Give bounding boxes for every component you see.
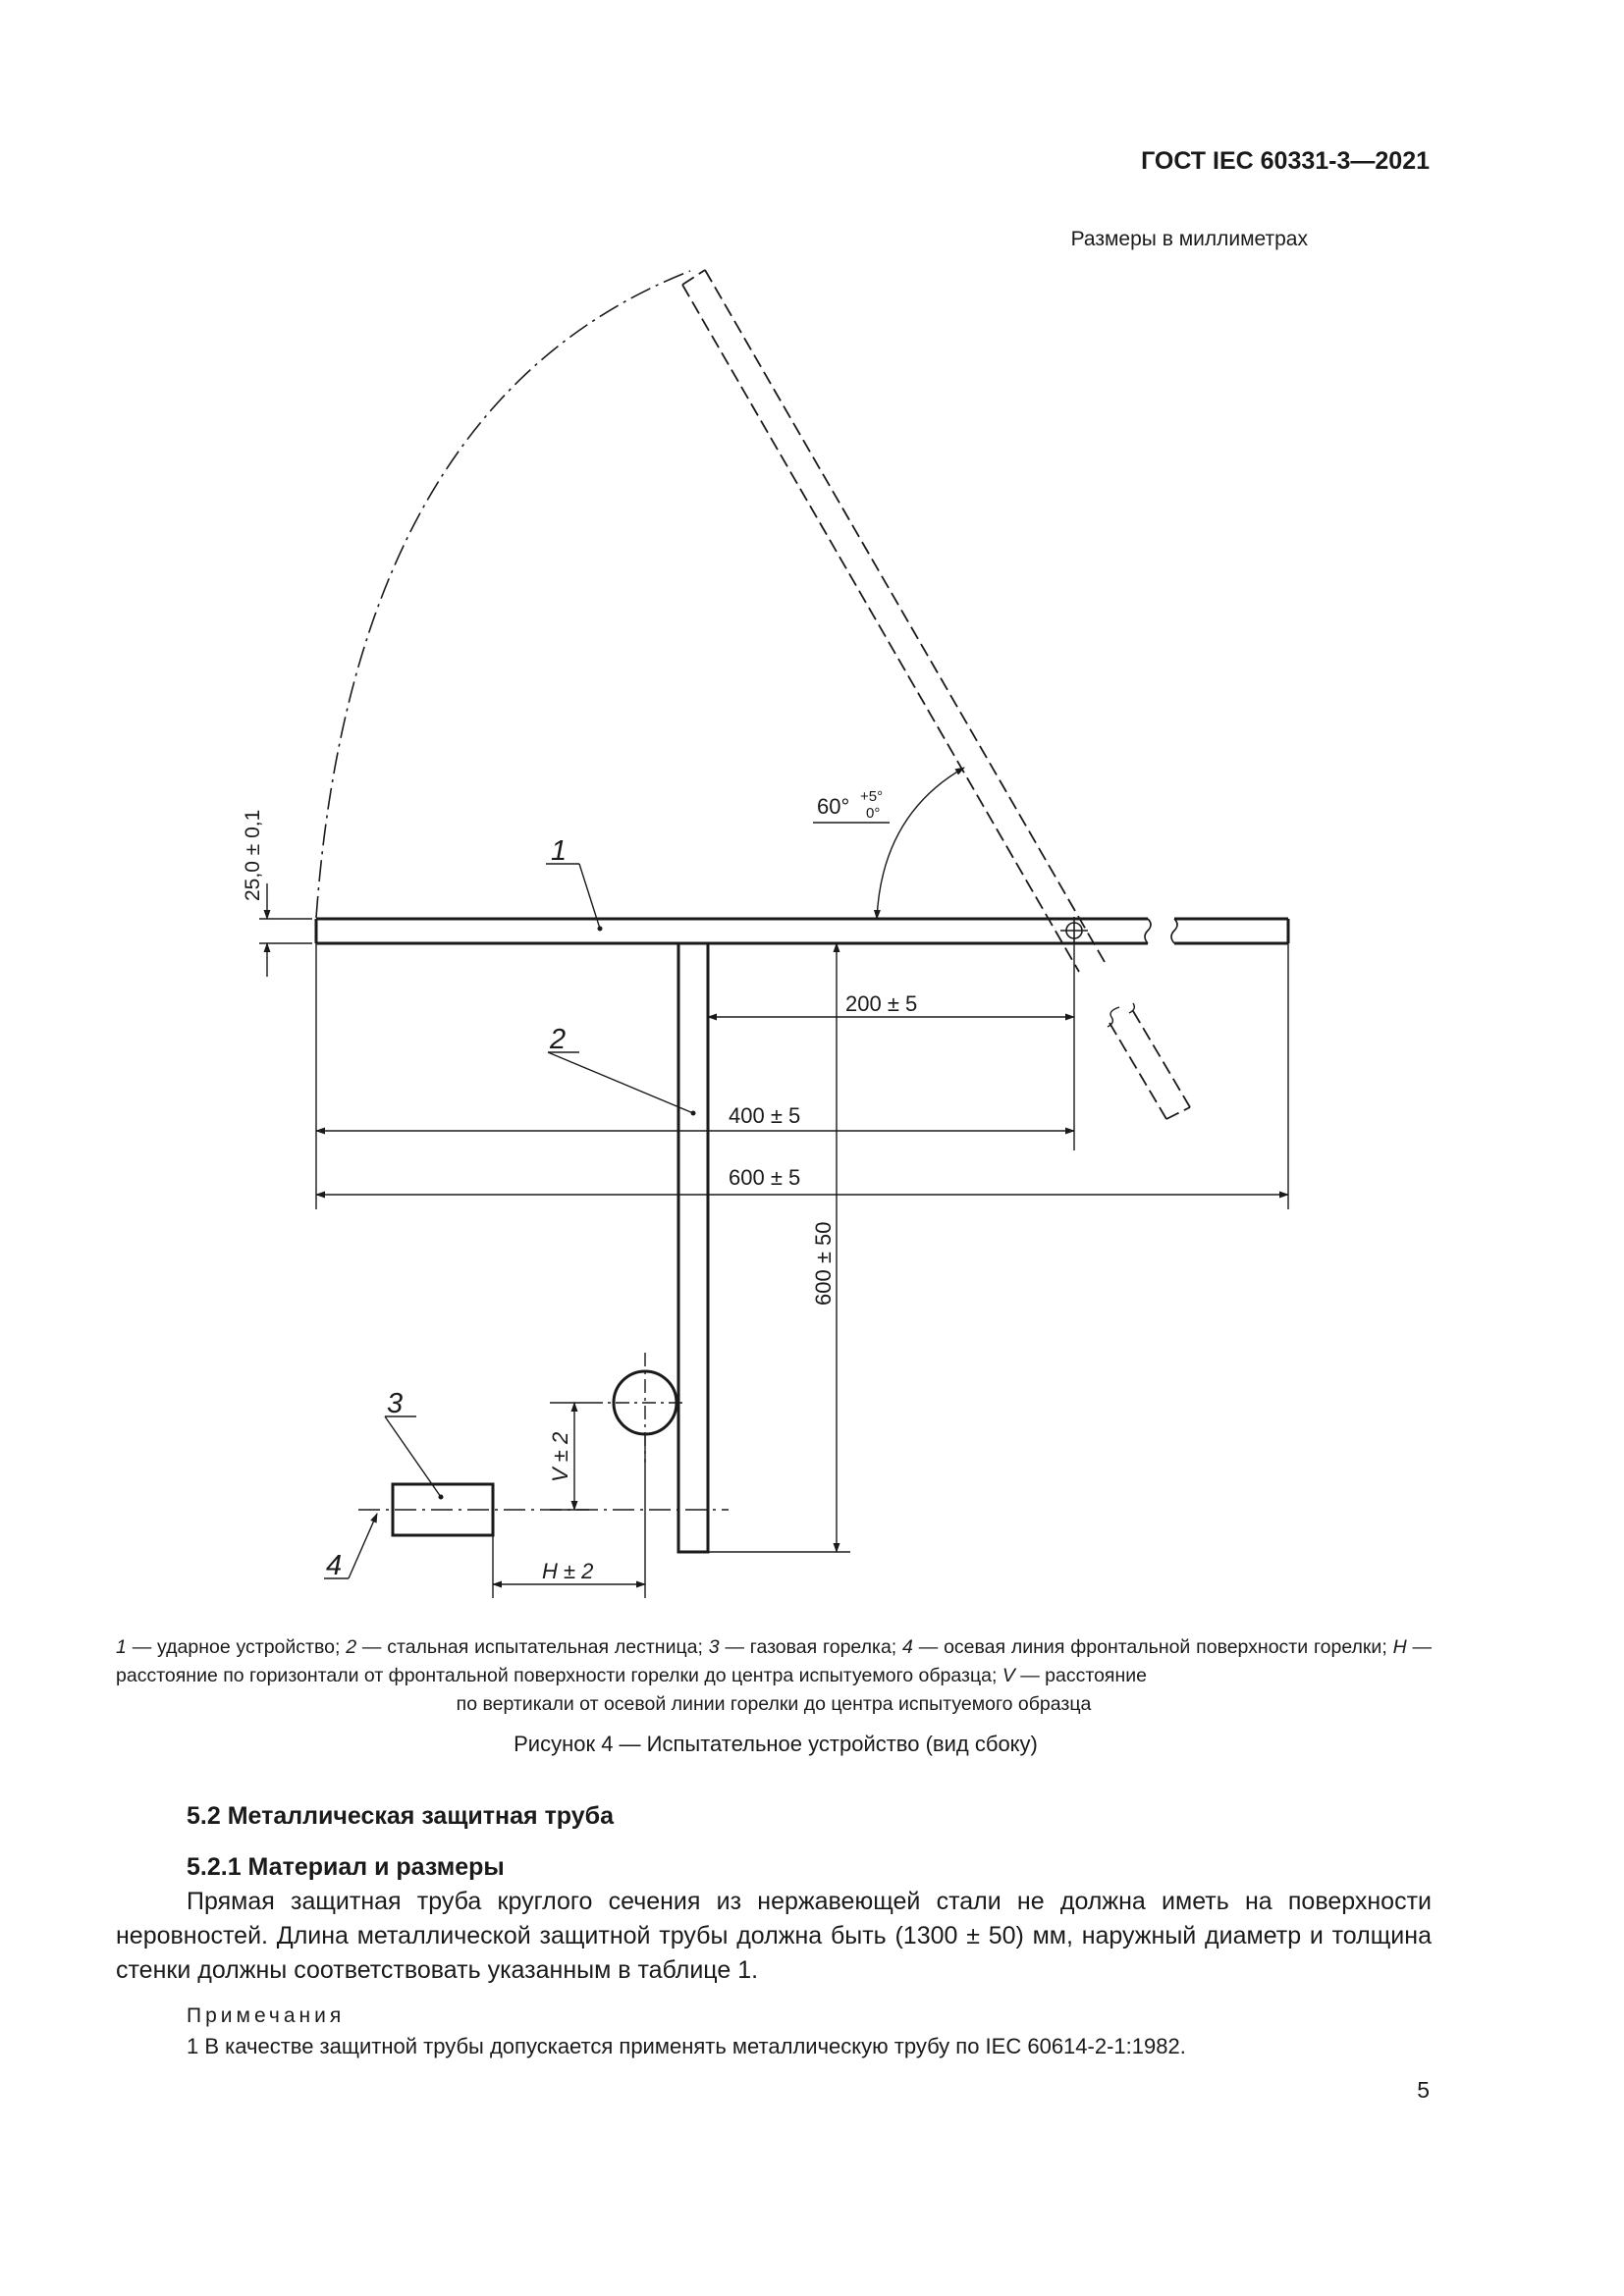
- dim-200-label: 200 ± 5: [845, 991, 918, 1016]
- legend-text-3: — газовая горелка;: [719, 1636, 903, 1658]
- legend-line-3: по вертикали от осевой линии горелки до центра испытуемого образца: [456, 1693, 1092, 1715]
- legend-text-h: — расстояние по горизонтали от фронтальной поверхности горелки до центра испытуемого образца;: [116, 1636, 1433, 1686]
- legend-text-4: — осевая линия фронтальной поверхности горелки;: [912, 1636, 1393, 1658]
- pivot-point: [1060, 917, 1088, 944]
- section-heading: 5.2 Металлическая защитная труба: [187, 1802, 614, 1830]
- test-sample: [589, 1353, 687, 1463]
- extension-lines: [316, 943, 1288, 1598]
- note-1: 1 В качестве защитной трубы допускается применять металлическую трубу по IEC 60614-2-1:1982.: [187, 2034, 1186, 2058]
- figure-caption: Рисунок 4 — Испытательное устройство (вид сбоку): [514, 1732, 1038, 1756]
- page-number: 5: [1417, 2077, 1430, 2103]
- dim-v-label: V ± 2: [548, 1431, 572, 1482]
- legend-v: V: [1001, 1665, 1015, 1686]
- legend-text-2: — стальная испытательная лестница;: [356, 1636, 709, 1658]
- document-header: ГОСТ IEC 60331-3—2021: [1141, 147, 1430, 175]
- legend-h: H: [1392, 1636, 1407, 1658]
- legend-num-4: 4: [902, 1636, 913, 1658]
- units-note: Размеры в миллиметрах: [1070, 228, 1308, 250]
- legend-num-3: 3: [708, 1636, 720, 1658]
- legend-text-1: — ударное устройство;: [126, 1636, 347, 1658]
- impact-bar: [316, 919, 1288, 943]
- callout-1: 1: [551, 835, 568, 867]
- callout-2: 2: [550, 1024, 567, 1055]
- legend-num-1: 1: [116, 1636, 127, 1658]
- callout-3: 3: [387, 1388, 404, 1419]
- dim-400-label: 400 ± 5: [729, 1103, 801, 1128]
- callout-4: 4: [326, 1550, 343, 1581]
- dim-600v-label: 600 ± 50: [811, 1221, 836, 1306]
- vertical-ladder: [678, 943, 708, 1552]
- bar-break-mark: [1145, 919, 1177, 943]
- swing-arc: [316, 271, 690, 918]
- body-paragraph: Прямая защитная труба круглого сечения из нержавеющей стали не должна иметь на поверхности неровностей. Длина металлической защитной трубы должна быть (1300 ± 50) мм, наружный диаметр и толщина стенки должны соответствовать указанным в таблице 1.: [116, 1888, 1432, 1984]
- angle-tolerance-plus: +5°: [860, 788, 884, 805]
- thickness-label: 25,0 ± 0,1: [242, 809, 264, 901]
- dim-h-label: H ± 2: [542, 1559, 594, 1583]
- raised-ladder-dashed: [682, 270, 1190, 1119]
- legend-num-2: 2: [346, 1636, 357, 1658]
- callout-leaders: [324, 864, 693, 1578]
- dim-600-label: 600 ± 5: [729, 1165, 801, 1190]
- angle-label: 60°: [817, 794, 850, 819]
- subsection-heading: 5.2.1 Материал и размеры: [187, 1853, 505, 1881]
- legend-text-v: — расстояние: [1014, 1665, 1147, 1686]
- notes-title: Примечания: [187, 2004, 346, 2027]
- angle-tolerance-minus: 0°: [866, 805, 881, 822]
- ladder-break-mark: [1108, 1003, 1134, 1027]
- thickness-dimension: [259, 883, 312, 977]
- figure-legend: [116, 1633, 1432, 1719]
- angle-arc: [877, 768, 964, 919]
